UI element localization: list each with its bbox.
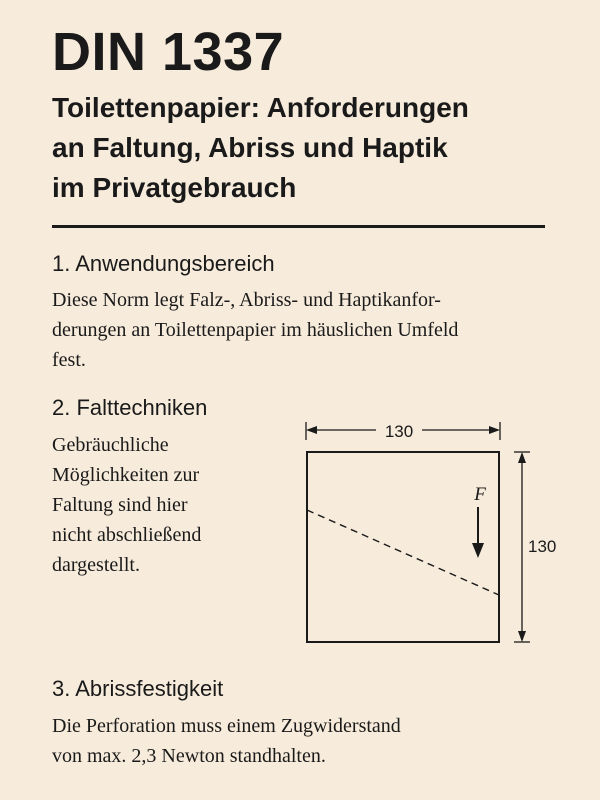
width-dimension-label: 130 <box>384 422 414 441</box>
section-heading-folding: 2. Falttechniken <box>52 395 208 420</box>
arrowhead-right-icon <box>489 426 500 434</box>
document-subtitle <box>52 88 572 208</box>
body-line: nicht abschließend <box>52 524 202 546</box>
section-heading-scope: 1. Anwendungsbereich <box>52 251 275 276</box>
body-line: Möglichkeiten zur <box>52 464 200 486</box>
section-body-folding <box>52 430 201 580</box>
body-line: dargestellt. <box>52 554 140 576</box>
folding-diagram <box>290 410 570 660</box>
force-label: F <box>474 484 486 505</box>
body-line: fest. <box>52 349 86 371</box>
subtitle-line: an Faltung, Abriss und Haptik <box>52 132 448 163</box>
body-line: Die Perforation muss einem Zugwiderstand <box>52 715 401 737</box>
body-line: von max. 2,3 Newton standhalten. <box>52 745 326 767</box>
document-title: DIN 1337 <box>52 22 285 82</box>
arrowhead-left-icon <box>306 426 317 434</box>
body-line: derungen an Toilettenpapier im häuslichen Umfeld <box>52 319 459 341</box>
body-line: Diese Norm legt Falz-, Abriss- und Haptikanfor- <box>52 289 441 311</box>
paper-sheet-outline <box>307 452 499 642</box>
fold-line <box>307 510 499 595</box>
subtitle-line: Toilettenpapier: Anforderungen <box>52 92 469 123</box>
body-line: Faltung sind hier <box>52 494 188 516</box>
body-line: Gebräuchliche <box>52 434 169 456</box>
section-body-tear-strength <box>52 711 401 771</box>
arrowhead-up-icon <box>518 452 526 463</box>
subtitle-line: im Privatgebrauch <box>52 172 297 203</box>
height-dimension-label: 130 <box>528 537 557 556</box>
section-heading-tear-strength: 3. Abrissfestigkeit <box>52 676 224 701</box>
section-body-scope <box>52 285 458 375</box>
force-arrow-icon <box>472 543 484 558</box>
arrowhead-down-icon <box>518 631 526 642</box>
title-divider <box>52 225 545 228</box>
